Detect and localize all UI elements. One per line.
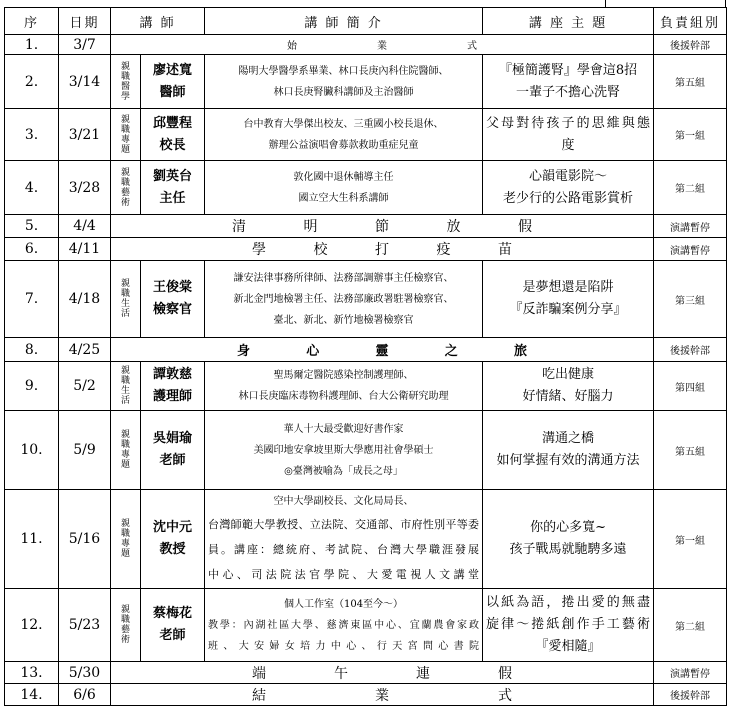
intro-line: ◎臺灣被喻為「成長之母」: [284, 465, 403, 477]
topic-line: 如何掌握有效的溝通方法: [496, 453, 640, 468]
row-category: [111, 261, 141, 338]
category-char: 親: [120, 366, 130, 376]
row-date: 4/25: [59, 338, 111, 362]
table-row: [5, 338, 727, 362]
event-char: 明: [303, 219, 318, 235]
row-date: 3/21: [59, 109, 111, 161]
intro-line: 林口長庚腎臟科講師及主治醫師: [273, 86, 414, 98]
event-label: [252, 663, 512, 683]
header-group: 負責組別: [654, 8, 727, 35]
row-number: 1.: [5, 35, 59, 55]
row-group: 第一組: [654, 490, 727, 589]
row-number: 4.: [5, 161, 59, 215]
intro-line: 國立空大生科系講師: [298, 192, 389, 204]
table-row: [5, 490, 727, 589]
category-char: 題: [120, 144, 130, 155]
event-char: 假: [518, 219, 532, 235]
category-char: 學: [120, 91, 130, 102]
lecturer-line: 教授: [159, 542, 186, 557]
topic-line: 一輩子不擔心洗腎: [516, 84, 621, 100]
row-group: 第五組: [654, 411, 727, 490]
event-char: 苗: [498, 242, 512, 258]
lecturer-line: 王俊棠: [153, 280, 193, 295]
row-date: 4/4: [59, 215, 111, 238]
row-intro: [205, 411, 483, 490]
lecturer-line: 醫師: [159, 84, 186, 100]
event-char: 業: [375, 687, 389, 704]
row-number: 6.: [5, 238, 59, 261]
row-lecturer: [141, 411, 205, 490]
lecturer-line: 老師: [159, 628, 186, 643]
row-category: [111, 55, 141, 109]
intro-line: 新北金門地檢署主任、法務部廉政署駐署檢察官、: [233, 293, 454, 305]
row-topic: [483, 411, 654, 490]
event-char: 放: [446, 219, 461, 235]
header-date: 日期: [59, 8, 111, 35]
event-char: 學: [252, 242, 266, 258]
category-char: 職: [120, 124, 130, 135]
category-char: 親: [120, 519, 130, 529]
row-topic: [483, 55, 654, 109]
topic-line: 旋律～捲紙創作手工藝術: [486, 617, 651, 632]
row-lecturer: [141, 109, 205, 161]
row-number: 11.: [5, 490, 59, 589]
row-group: 第三組: [654, 261, 727, 338]
row-intro: [205, 261, 483, 338]
lecturer-line: 沈中元: [153, 520, 193, 535]
category-char: 職: [120, 529, 130, 539]
table-row: [5, 589, 727, 662]
table-row: [5, 35, 727, 55]
lecturer-line: 校長: [159, 137, 186, 153]
lecturer-line: 護理師: [153, 389, 193, 404]
row-intro: [205, 362, 483, 411]
row-category: [111, 109, 141, 161]
row-date: 4/18: [59, 261, 111, 338]
row-group: 演講暫停: [654, 238, 727, 261]
event-char: 端: [252, 665, 266, 682]
table-row: [5, 684, 727, 706]
category-char: 醫: [120, 81, 130, 92]
intro-line: 空中大學副校長、文化局局長、: [273, 496, 414, 507]
header-corner-lines: [605, 0, 726, 7]
topic-line: 是夢想還是陷阱: [522, 280, 614, 295]
table-row: [5, 411, 727, 490]
header-no: 序: [5, 8, 59, 35]
row-date: 3/28: [59, 161, 111, 215]
event-char: 心: [306, 344, 320, 359]
row-lecturer: [141, 161, 205, 215]
category-char: 術: [120, 197, 130, 208]
event-char: 打: [375, 242, 389, 258]
table-row: [5, 362, 727, 411]
event-char: 式: [467, 41, 477, 52]
category-char: 職: [120, 440, 130, 450]
event-char: 業: [377, 41, 387, 52]
row-lecturer: [141, 362, 205, 411]
event-char: 午: [334, 665, 348, 682]
row-category: [111, 411, 141, 490]
category-char: 親: [120, 167, 130, 178]
row-group: 後援幹部: [654, 684, 727, 706]
table-row: [5, 161, 727, 215]
category-char: 生: [120, 386, 130, 396]
row-event: [111, 338, 654, 362]
row-number: 2.: [5, 55, 59, 109]
category-char: 職: [120, 71, 130, 82]
intro-line: 員。講座：總統府、考試院、台灣大學職涯發展: [208, 543, 480, 556]
intro-line: 台灣師範大學教授、立法院、交通部、市府性別平等委: [208, 518, 480, 531]
row-lecturer: [141, 55, 205, 109]
intro-line: 教學：內湖社區大學、慈濟東區中心、宜蘭農會家政: [208, 619, 480, 631]
row-intro: [205, 589, 483, 662]
event-char: 清: [232, 219, 246, 235]
intro-line: 個人工作室（104至今～）: [283, 598, 404, 610]
category-char: 題: [120, 549, 130, 559]
event-char: 式: [498, 687, 512, 704]
row-date: 3/14: [59, 55, 111, 109]
row-category: [111, 362, 141, 411]
row-date: 5/30: [59, 662, 111, 684]
event-char: 靈: [375, 344, 389, 359]
row-number: 8.: [5, 338, 59, 362]
topic-line: 溝通之橋: [542, 431, 595, 446]
row-number: 13.: [5, 662, 59, 684]
category-char: 親: [120, 605, 130, 615]
event-label: [252, 685, 512, 705]
event-char: 假: [498, 665, 512, 682]
row-topic: [483, 261, 654, 338]
topic-line: 老少行的公路電影賞析: [503, 190, 634, 206]
row-group: 後援幹部: [654, 338, 727, 362]
row-event: [111, 35, 654, 55]
row-group: 第五組: [654, 55, 727, 109]
row-number: 14.: [5, 684, 59, 706]
category-char: 親: [120, 61, 130, 72]
topic-line: 孩子戰馬就馳騁多遠: [509, 542, 627, 557]
topic-line: 好情緒、好腦力: [522, 389, 614, 404]
row-group: 第四組: [654, 362, 727, 411]
row-group: 第二組: [654, 161, 727, 215]
row-topic: [483, 490, 654, 589]
row-number: 3.: [5, 109, 59, 161]
lecturer-line: 譚敦慈: [153, 367, 193, 382]
row-topic: [483, 109, 654, 161]
lecturer-line: 老師: [159, 453, 186, 468]
topic-line: 度: [561, 137, 575, 153]
header-topic: 講 座 主 題: [483, 8, 654, 35]
intro-line: 班、大安婦女培力中心、行天宮問心書院: [208, 640, 480, 652]
row-date: 5/23: [59, 589, 111, 662]
row-date: 5/16: [59, 490, 111, 589]
category-char: 專: [120, 539, 130, 549]
category-char: 活: [120, 309, 130, 319]
row-date: 4/11: [59, 238, 111, 261]
header-row: [5, 8, 727, 35]
row-number: 9.: [5, 362, 59, 411]
event-label: [237, 340, 527, 359]
intro-line: 中心、司法院法官學院、大愛電視人文講堂: [208, 568, 480, 581]
intro-line: 陽明大學醫學系畢業、林口長庚內科住院醫師、: [238, 65, 449, 77]
category-char: 職: [120, 177, 130, 188]
event-char: 校: [313, 242, 328, 258]
topic-line: 父母對待孩子的思維與態: [486, 115, 651, 131]
intro-line: 華人十大最受歡迎好書作家: [283, 423, 404, 435]
row-topic: [483, 589, 654, 662]
event-label: [287, 37, 477, 52]
intro-line: 臺北、新北、新竹地檢署檢察官: [273, 314, 414, 326]
row-lecturer: [141, 261, 205, 338]
row-date: 5/9: [59, 411, 111, 490]
topic-line: 『極簡護腎』學會這8招: [498, 62, 638, 78]
category-char: 職: [120, 376, 130, 386]
row-intro: [205, 490, 483, 589]
table-row: [5, 238, 727, 261]
row-intro: [205, 109, 483, 161]
lecturer-line: 劉英台: [153, 168, 193, 184]
intro-line: 美國印地安拿坡里斯大學應用社會學碩士: [253, 444, 434, 456]
event-char: 身: [237, 344, 251, 359]
row-number: 7.: [5, 261, 59, 338]
row-event: [111, 215, 654, 238]
category-char: 術: [120, 635, 130, 645]
row-event: [111, 662, 654, 684]
row-number: 12.: [5, 589, 59, 662]
table-row: [5, 215, 727, 238]
category-char: 專: [120, 134, 130, 145]
row-number: 10.: [5, 411, 59, 490]
topic-line: 吃出健康: [542, 367, 595, 382]
table-row: [5, 109, 727, 161]
topic-line: 『愛相隨』: [535, 639, 601, 654]
event-label: [232, 216, 532, 236]
row-lecturer: [141, 589, 205, 662]
event-char: 結: [252, 687, 266, 704]
row-topic: [483, 362, 654, 411]
category-char: 生: [120, 299, 130, 309]
row-group: 第二組: [654, 589, 727, 662]
row-category: [111, 161, 141, 215]
row-date: 3/7: [59, 35, 111, 55]
category-char: 專: [120, 450, 130, 460]
row-group: 演講暫停: [654, 662, 727, 684]
category-char: 活: [120, 396, 130, 406]
row-category: [111, 589, 141, 662]
topic-line: 你的心多寬~: [530, 520, 606, 535]
intro-line: 敦化國中退休輔導主任: [293, 171, 394, 183]
row-number: 5.: [5, 215, 59, 238]
topic-line: 『反詐騙案例分享』: [509, 302, 627, 317]
category-char: 親: [120, 430, 130, 440]
table-row: [5, 662, 727, 684]
row-event: [111, 238, 654, 261]
event-label: [252, 239, 512, 259]
row-group: 演講暫停: [654, 215, 727, 238]
lecturer-line: 廖述寬: [153, 62, 193, 78]
intro-line: 聖馬爾定醫院感染控制護理師、: [273, 370, 414, 381]
lecture-schedule-table: [4, 7, 727, 706]
row-category: [111, 490, 141, 589]
category-char: 職: [120, 289, 130, 299]
category-char: 題: [120, 460, 130, 470]
lecturer-line: 蔡梅花: [153, 606, 193, 621]
row-event: [111, 684, 654, 706]
intro-line: 林口長庚臨床毒物科護理師、台大公衛研究助理: [238, 391, 449, 402]
row-lecturer: [141, 490, 205, 589]
row-group: 第一組: [654, 109, 727, 161]
topic-line: 心韻電影院～: [529, 168, 608, 184]
category-char: 親: [120, 279, 130, 289]
category-char: 藝: [120, 625, 130, 635]
event-char: 疫: [436, 242, 451, 258]
row-date: 6/6: [59, 684, 111, 706]
row-intro: [205, 55, 483, 109]
row-topic: [483, 161, 654, 215]
event-char: 連: [416, 665, 430, 682]
table-row: [5, 261, 727, 338]
event-char: 之: [444, 344, 458, 359]
lecturer-line: 檢察官: [153, 302, 193, 317]
category-char: 藝: [120, 187, 130, 198]
lecturer-line: 邱豐程: [153, 115, 193, 131]
row-group: 後援幹部: [654, 35, 727, 55]
row-date: 5/2: [59, 362, 111, 411]
lecturer-line: 吳娟瑜: [153, 431, 193, 446]
event-char: 始: [287, 41, 297, 52]
category-char: 親: [120, 114, 130, 125]
header-lecturer: 講 師: [111, 8, 205, 35]
event-char: 節: [375, 219, 389, 235]
intro-line: 謙安法律事務所律師、法務部調辦事主任檢察官、: [233, 272, 454, 284]
category-char: 職: [120, 615, 130, 625]
row-intro: [205, 161, 483, 215]
lecturer-line: 主任: [159, 190, 186, 206]
intro-line: 辦理公益演唱會募款救助重症兒童: [268, 139, 419, 151]
event-char: 旅: [513, 344, 527, 359]
topic-line: 以紙為語，捲出愛的無盡: [486, 595, 651, 610]
header-intro: 講 師 簡 介: [205, 8, 483, 35]
table-row: [5, 55, 727, 109]
intro-line: 台中教育大學傑出校友、三重國小校長退休、: [243, 118, 444, 130]
